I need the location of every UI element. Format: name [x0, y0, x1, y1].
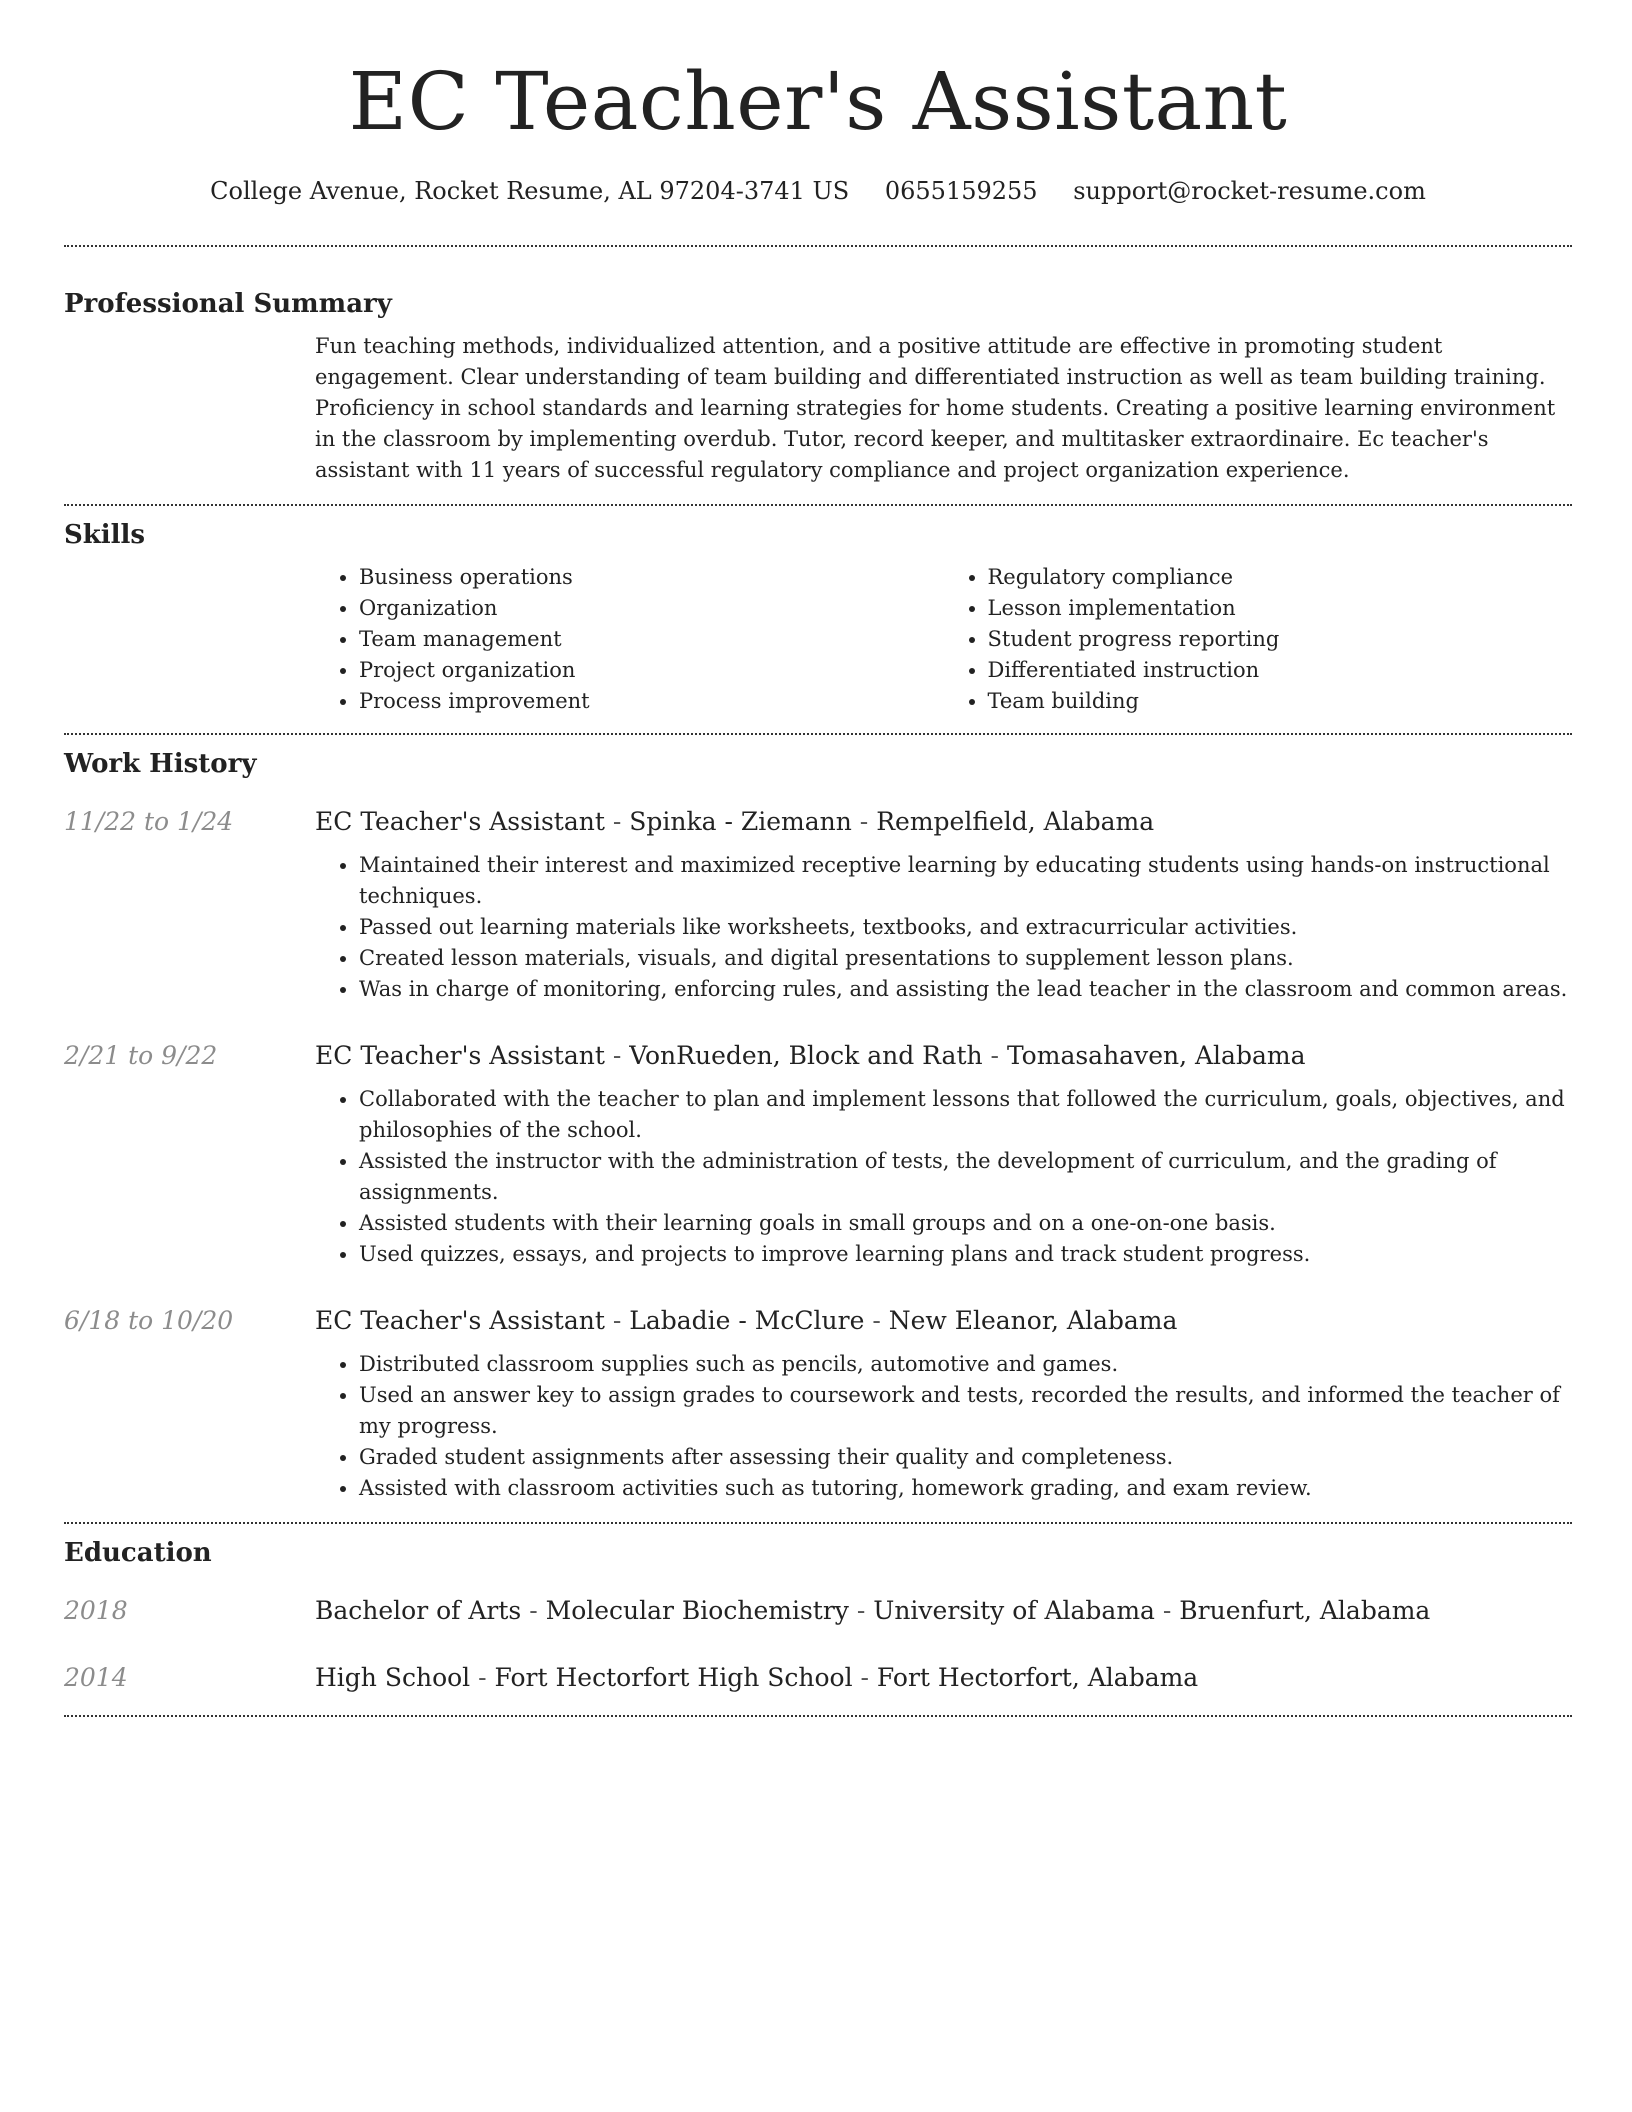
education-location: Fort Hectorfort, Alabama [876, 1663, 1199, 1692]
job-title: EC Teacher's Assistant - VonRueden, Block and Rath - Tomasahaven, Alabama [315, 1041, 1306, 1070]
job-role: EC Teacher's Assistant [315, 807, 605, 836]
job-bullet: • Assisted the instructor with the administration of tests, the development of curriculum, and the grading of assignments. [359, 1146, 1572, 1208]
job-details [315, 805, 1572, 1005]
job-company: Labadie - McClure [629, 1306, 865, 1335]
education-details [315, 1594, 1572, 1628]
job-dates: 11/22 to 1/24 [64, 807, 234, 836]
divider [64, 504, 1572, 506]
skill-item: • Organization [359, 593, 944, 624]
job-entry [64, 1304, 1572, 1504]
job-bullet: • Used an answer key to assign grades to coursework and tests, recorded the results, and informed the teacher of my progress. [359, 1380, 1572, 1442]
job-dates: 2/21 to 9/22 [64, 1041, 218, 1070]
job-title: EC Teacher's Assistant - Spinka - Ziemann - Rempelfield, Alabama [315, 807, 1155, 836]
job-bullet: • Maintained their interest and maximized receptive learning by educating students using hands-on instructional techniques. [359, 850, 1572, 912]
skill-item: • Student progress reporting [988, 624, 1573, 655]
job-details [315, 1304, 1572, 1504]
job-role: EC Teacher's Assistant [315, 1306, 605, 1335]
education-location: Bruenfurt, Alabama [1179, 1596, 1431, 1625]
skill-item: • Team management [359, 624, 944, 655]
skill-item: • Differentiated instruction [988, 655, 1573, 686]
job-dates: 6/18 to 10/20 [64, 1306, 234, 1335]
resume-name: EC Teacher's Assistant [348, 55, 1288, 148]
job-role: EC Teacher's Assistant [315, 1041, 605, 1070]
job-entry [64, 805, 1572, 1005]
divider [64, 733, 1572, 735]
education-year: 2014 [64, 1663, 128, 1692]
education-school: University of Alabama [873, 1596, 1155, 1625]
job-location: Tomasahaven, Alabama [1006, 1041, 1306, 1070]
job-bullet: • Was in charge of monitoring, enforcing rules, and assisting the lead teacher in the classroom and common areas. [359, 974, 1572, 1005]
education-degree: High School [315, 1663, 471, 1692]
job-bullet: • Collaborated with the teacher to plan and implement lessons that followed the curriculum, goals, objectives, and philosophies of the school. [359, 1084, 1572, 1146]
skill-item: • Project organization [359, 655, 944, 686]
job-company: VonRueden, Block and Rath [629, 1041, 983, 1070]
education-heading: Education [64, 1538, 212, 1568]
job-bullet: • Distributed classroom supplies such as pencils, automotive and games. [359, 1349, 1572, 1380]
education-degree: Bachelor of Arts [315, 1596, 522, 1625]
education-title: Bachelor of Arts - Molecular Biochemistry - University of Alabama - Bruenfurt, Alabama [315, 1596, 1431, 1625]
education-details [315, 1661, 1572, 1695]
skills-heading: Skills [64, 520, 146, 550]
skills-list [315, 562, 1572, 717]
job-bullet: • Passed out learning materials like worksheets, textbooks, and extracurricular activities. [359, 912, 1572, 943]
job-location: Rempelfield, Alabama [876, 807, 1155, 836]
education-field: Molecular Biochemistry [545, 1596, 849, 1625]
job-bullet: • Used quizzes, essays, and projects to improve learning plans and track student progress. [359, 1239, 1572, 1270]
job-bullet: • Created lesson materials, visuals, and digital presentations to supplement lesson plans. [359, 943, 1572, 974]
education-entry [64, 1661, 1572, 1695]
summary-heading: Professional Summary [64, 289, 392, 319]
job-entry [64, 1039, 1572, 1270]
skill-item: • Process improvement [359, 686, 944, 717]
job-location: New Eleanor, Alabama [888, 1306, 1178, 1335]
education-year: 2018 [64, 1596, 128, 1625]
skills-column-right [944, 562, 1573, 717]
skill-item: • Team building [988, 686, 1573, 717]
job-bullet: • Assisted students with their learning goals in small groups and on a one-on-one basis. [359, 1208, 1572, 1239]
divider [64, 1715, 1572, 1717]
job-bullets [315, 1084, 1572, 1270]
contact-address: College Avenue, Rocket Resume, AL 97204-3741 US [210, 177, 850, 205]
job-bullet: • Assisted with classroom activities such as tutoring, homework grading, and exam review. [359, 1473, 1572, 1504]
job-title: EC Teacher's Assistant - Labadie - McClure - New Eleanor, Alabama [315, 1306, 1178, 1335]
summary-text: Fun teaching methods, individualized attention, and a positive attitude are effective in promoting student engagement. Clear understanding of team building and differentiated instruction as well as team building training. Proficiency in school standards and learning strategies for home students. Creating a positive learning environment in the classroom by implementing overdub. Tutor, record keeper, and multitasker extraordinaire. Ec teacher's assistant with 11 years of successful regulatory compliance and project organization experience. [315, 334, 1556, 482]
work-heading: Work History [64, 749, 257, 779]
contact-line [64, 174, 1572, 208]
contact-phone: 0655159255 [884, 177, 1038, 205]
skill-item: • Business operations [359, 562, 944, 593]
contact-email: support@rocket-resume.com [1073, 177, 1426, 205]
divider [64, 245, 1572, 247]
education-entry [64, 1594, 1572, 1628]
job-company: Spinka - Ziemann [629, 807, 852, 836]
skill-item: • Lesson implementation [988, 593, 1573, 624]
job-bullets [315, 1349, 1572, 1504]
skills-column-left [315, 562, 944, 717]
skill-item: • Regulatory compliance [988, 562, 1573, 593]
education-school: Fort Hectorfort High School [494, 1663, 853, 1692]
resume-page [64, 0, 1572, 1717]
job-bullet: • Graded student assignments after assessing their quality and completeness. [359, 1442, 1572, 1473]
job-bullets [315, 850, 1572, 1005]
job-details [315, 1039, 1572, 1270]
education-title: High School - Fort Hectorfort High School - Fort Hectorfort, Alabama [315, 1663, 1199, 1692]
divider [64, 1522, 1572, 1524]
